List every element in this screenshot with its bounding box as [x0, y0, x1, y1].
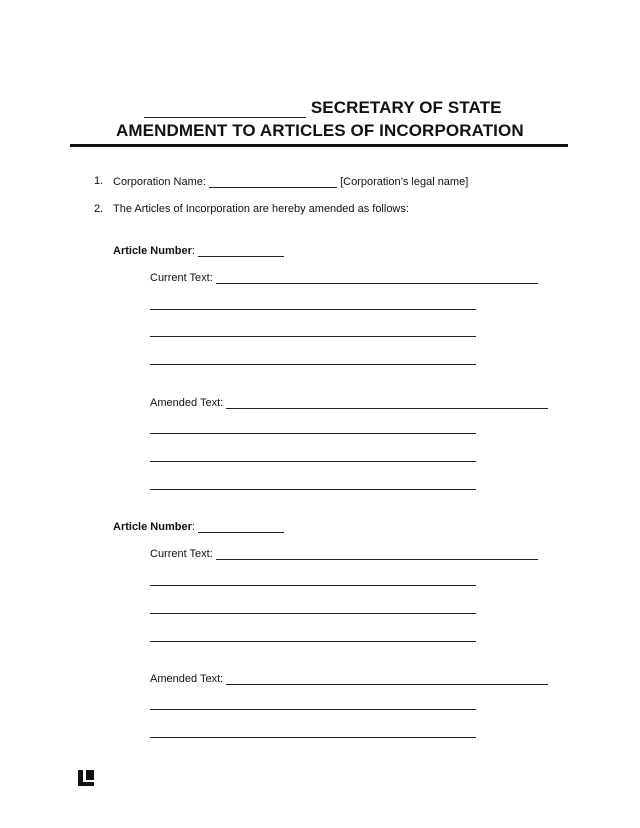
article-number-label: Article Number	[113, 521, 192, 533]
title-divider	[70, 144, 568, 147]
current-text-line[interactable]	[150, 309, 476, 310]
current-text-label: Current Text:	[150, 272, 213, 284]
current-text-field[interactable]	[216, 547, 538, 560]
item-number-1: 1.	[94, 175, 104, 187]
amended-text-field[interactable]	[226, 396, 548, 409]
current-text-line[interactable]	[150, 364, 476, 365]
amended-intro-text: The Articles of Incorporation are hereby amended as follows:	[113, 203, 409, 215]
state-name-field[interactable]	[144, 103, 306, 118]
current-text-line[interactable]	[150, 613, 476, 614]
article-number-field[interactable]	[198, 244, 284, 257]
amended-text-row	[150, 672, 548, 685]
corporation-name-hint: [Corporation’s legal name]	[340, 176, 469, 188]
document-logo-icon	[78, 770, 94, 786]
article-number-row: Article Number:	[113, 520, 284, 533]
article-number-label: Article Number	[113, 245, 192, 257]
amended-text-label: Amended Text:	[150, 397, 224, 409]
amended-text-line[interactable]	[150, 461, 476, 462]
corporation-name-label: Corporation Name:	[113, 176, 206, 188]
corporation-name-row	[113, 175, 468, 188]
current-text-row	[150, 271, 538, 284]
corporation-name-field[interactable]	[209, 175, 337, 188]
amended-text-label: Amended Text:	[150, 673, 224, 685]
document-title: AMENDMENT TO ARTICLES OF INCORPORATION	[116, 121, 524, 140]
amended-text-line[interactable]	[150, 709, 476, 710]
current-text-label: Current Text:	[150, 548, 213, 560]
article-number-row: Article Number:	[113, 244, 284, 257]
amended-text-line[interactable]	[150, 433, 476, 434]
title-suffix: SECRETARY OF STATE	[310, 98, 502, 117]
amended-text-field[interactable]	[226, 672, 548, 685]
amended-text-line[interactable]	[150, 737, 476, 738]
item-number-2: 2.	[94, 203, 104, 215]
current-text-field[interactable]	[216, 271, 538, 284]
amended-text-line[interactable]	[150, 489, 476, 490]
current-text-row	[150, 547, 538, 560]
title-line-1	[144, 98, 502, 118]
current-text-line[interactable]	[150, 336, 476, 337]
current-text-line[interactable]	[150, 641, 476, 642]
current-text-line[interactable]	[150, 585, 476, 586]
article-number-field[interactable]	[198, 520, 284, 533]
amended-text-row	[150, 396, 548, 409]
